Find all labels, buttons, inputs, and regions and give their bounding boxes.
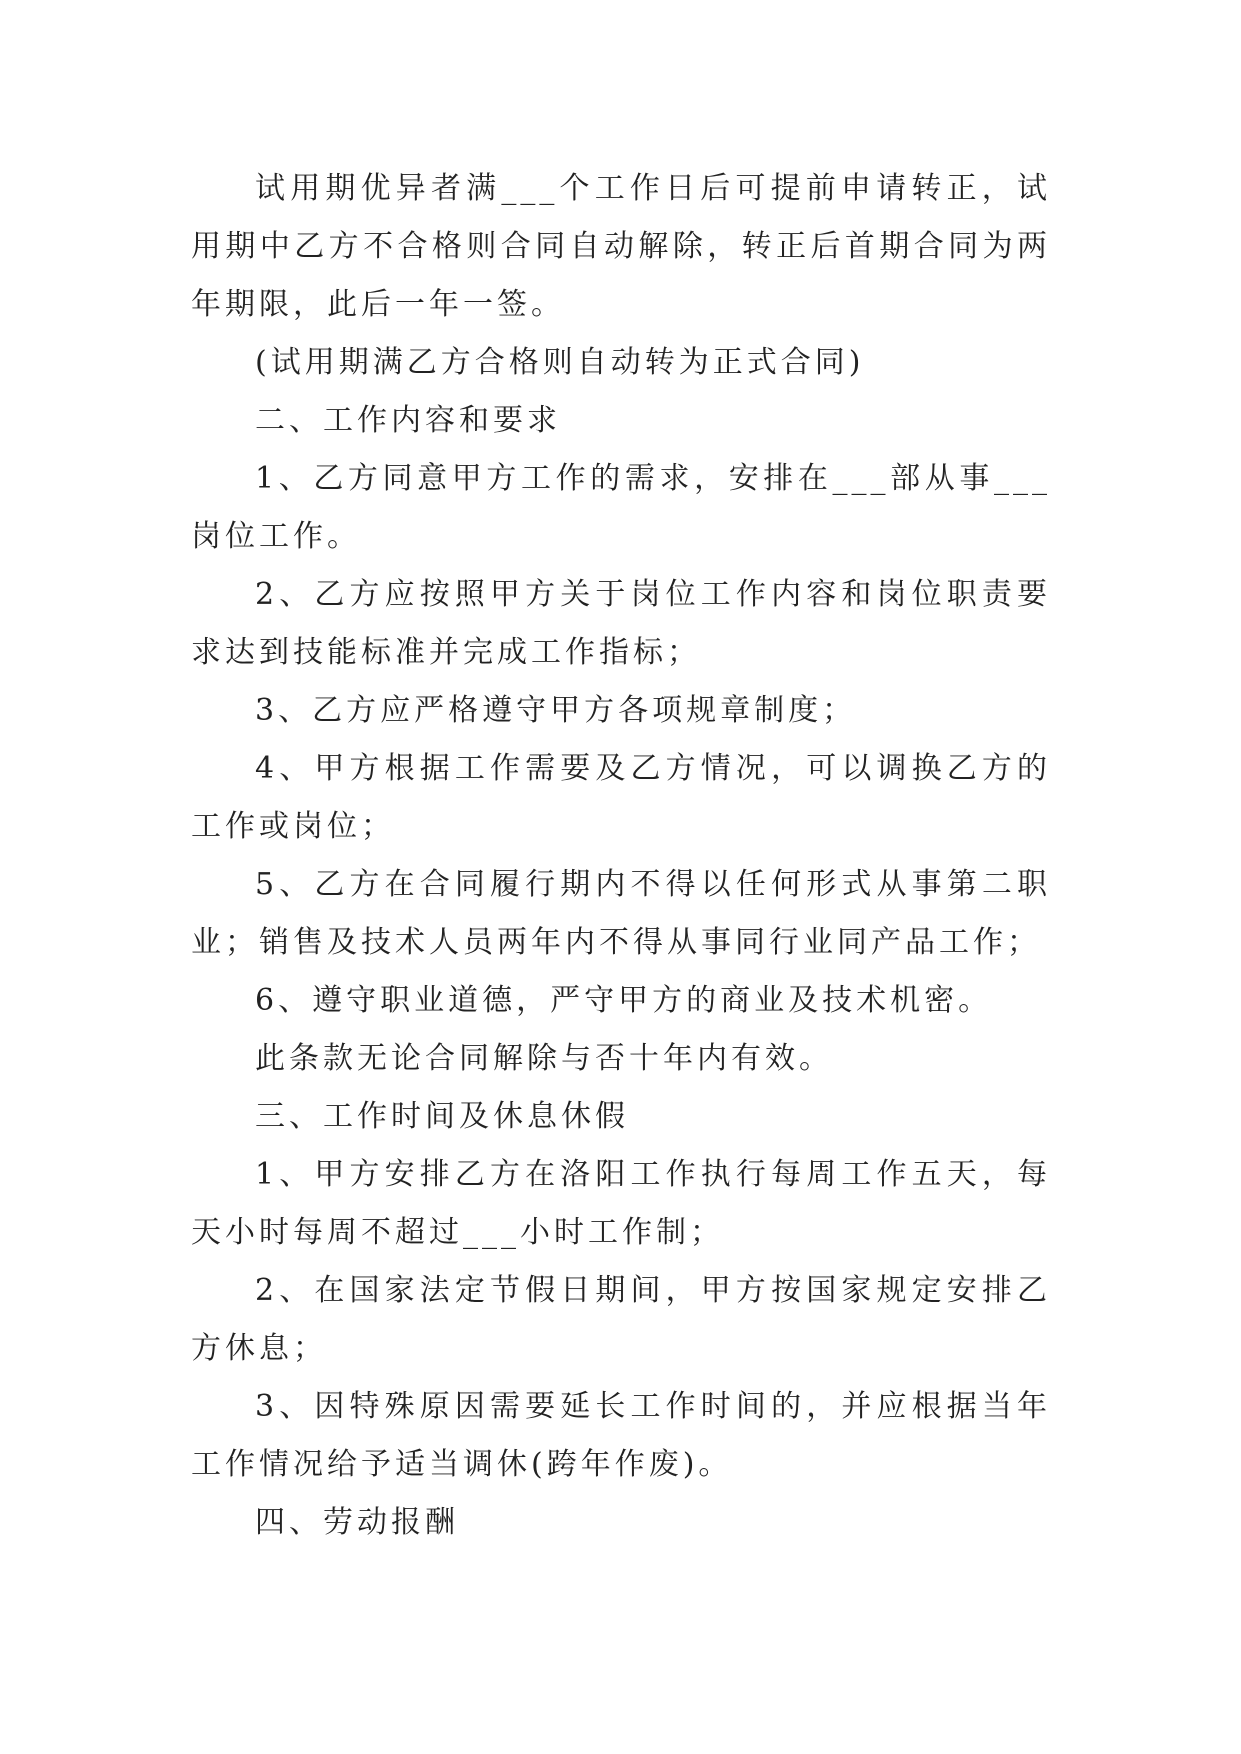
paragraph-probation-terms: 试用期优异者满___个工作日后可提前申请转正，试用期中乙方不合格则合同自动解除，转正后首期合同为两年期限，此后一年一签。 — [191, 171, 1051, 322]
clause-3-3: 3、因特殊原因需要延长工作时间的，并应根据当年工作情况给予适当调休(跨年作废)。 — [191, 1389, 1051, 1482]
clause-2-3: 3、乙方应严格遵守甲方各项规章制度； — [255, 693, 857, 728]
clause-2-1: 1、乙方同意甲方工作的需求，安排在___部从事___岗位工作。 — [191, 461, 1051, 554]
clause-3-1: 1、甲方安排乙方在洛阳工作执行每周工作五天，每天小时每周不超过___小时工作制； — [191, 1157, 1051, 1250]
clause-validity-note: 此条款无论合同解除与否十年内有效。 — [255, 1041, 833, 1076]
paragraph-probation-note: (试用期满乙方合格则自动转为正式合同) — [255, 345, 865, 380]
section-heading-remuneration: 四、劳动报酬 — [255, 1505, 459, 1540]
section-heading-work-content: 二、工作内容和要求 — [255, 403, 561, 438]
clause-2-5: 5、乙方在合同履行期内不得以任何形式从事第二职业；销售及技术人员两年内不得从事同行业同产品工作； — [191, 867, 1051, 960]
clause-2-4: 4、甲方根据工作需要及乙方情况，可以调换乙方的工作或岗位； — [191, 751, 1051, 844]
clause-2-6: 6、遵守职业道德，严守甲方的商业及技术机密。 — [255, 983, 993, 1018]
clause-3-2: 2、在国家法定节假日期间，甲方按国家规定安排乙方休息； — [191, 1273, 1051, 1366]
document-body — [191, 160, 1051, 1552]
section-heading-work-hours: 三、工作时间及休息休假 — [255, 1099, 629, 1134]
clause-2-2: 2、乙方应按照甲方关于岗位工作内容和岗位职责要求达到技能标准并完成工作指标； — [191, 577, 1051, 670]
